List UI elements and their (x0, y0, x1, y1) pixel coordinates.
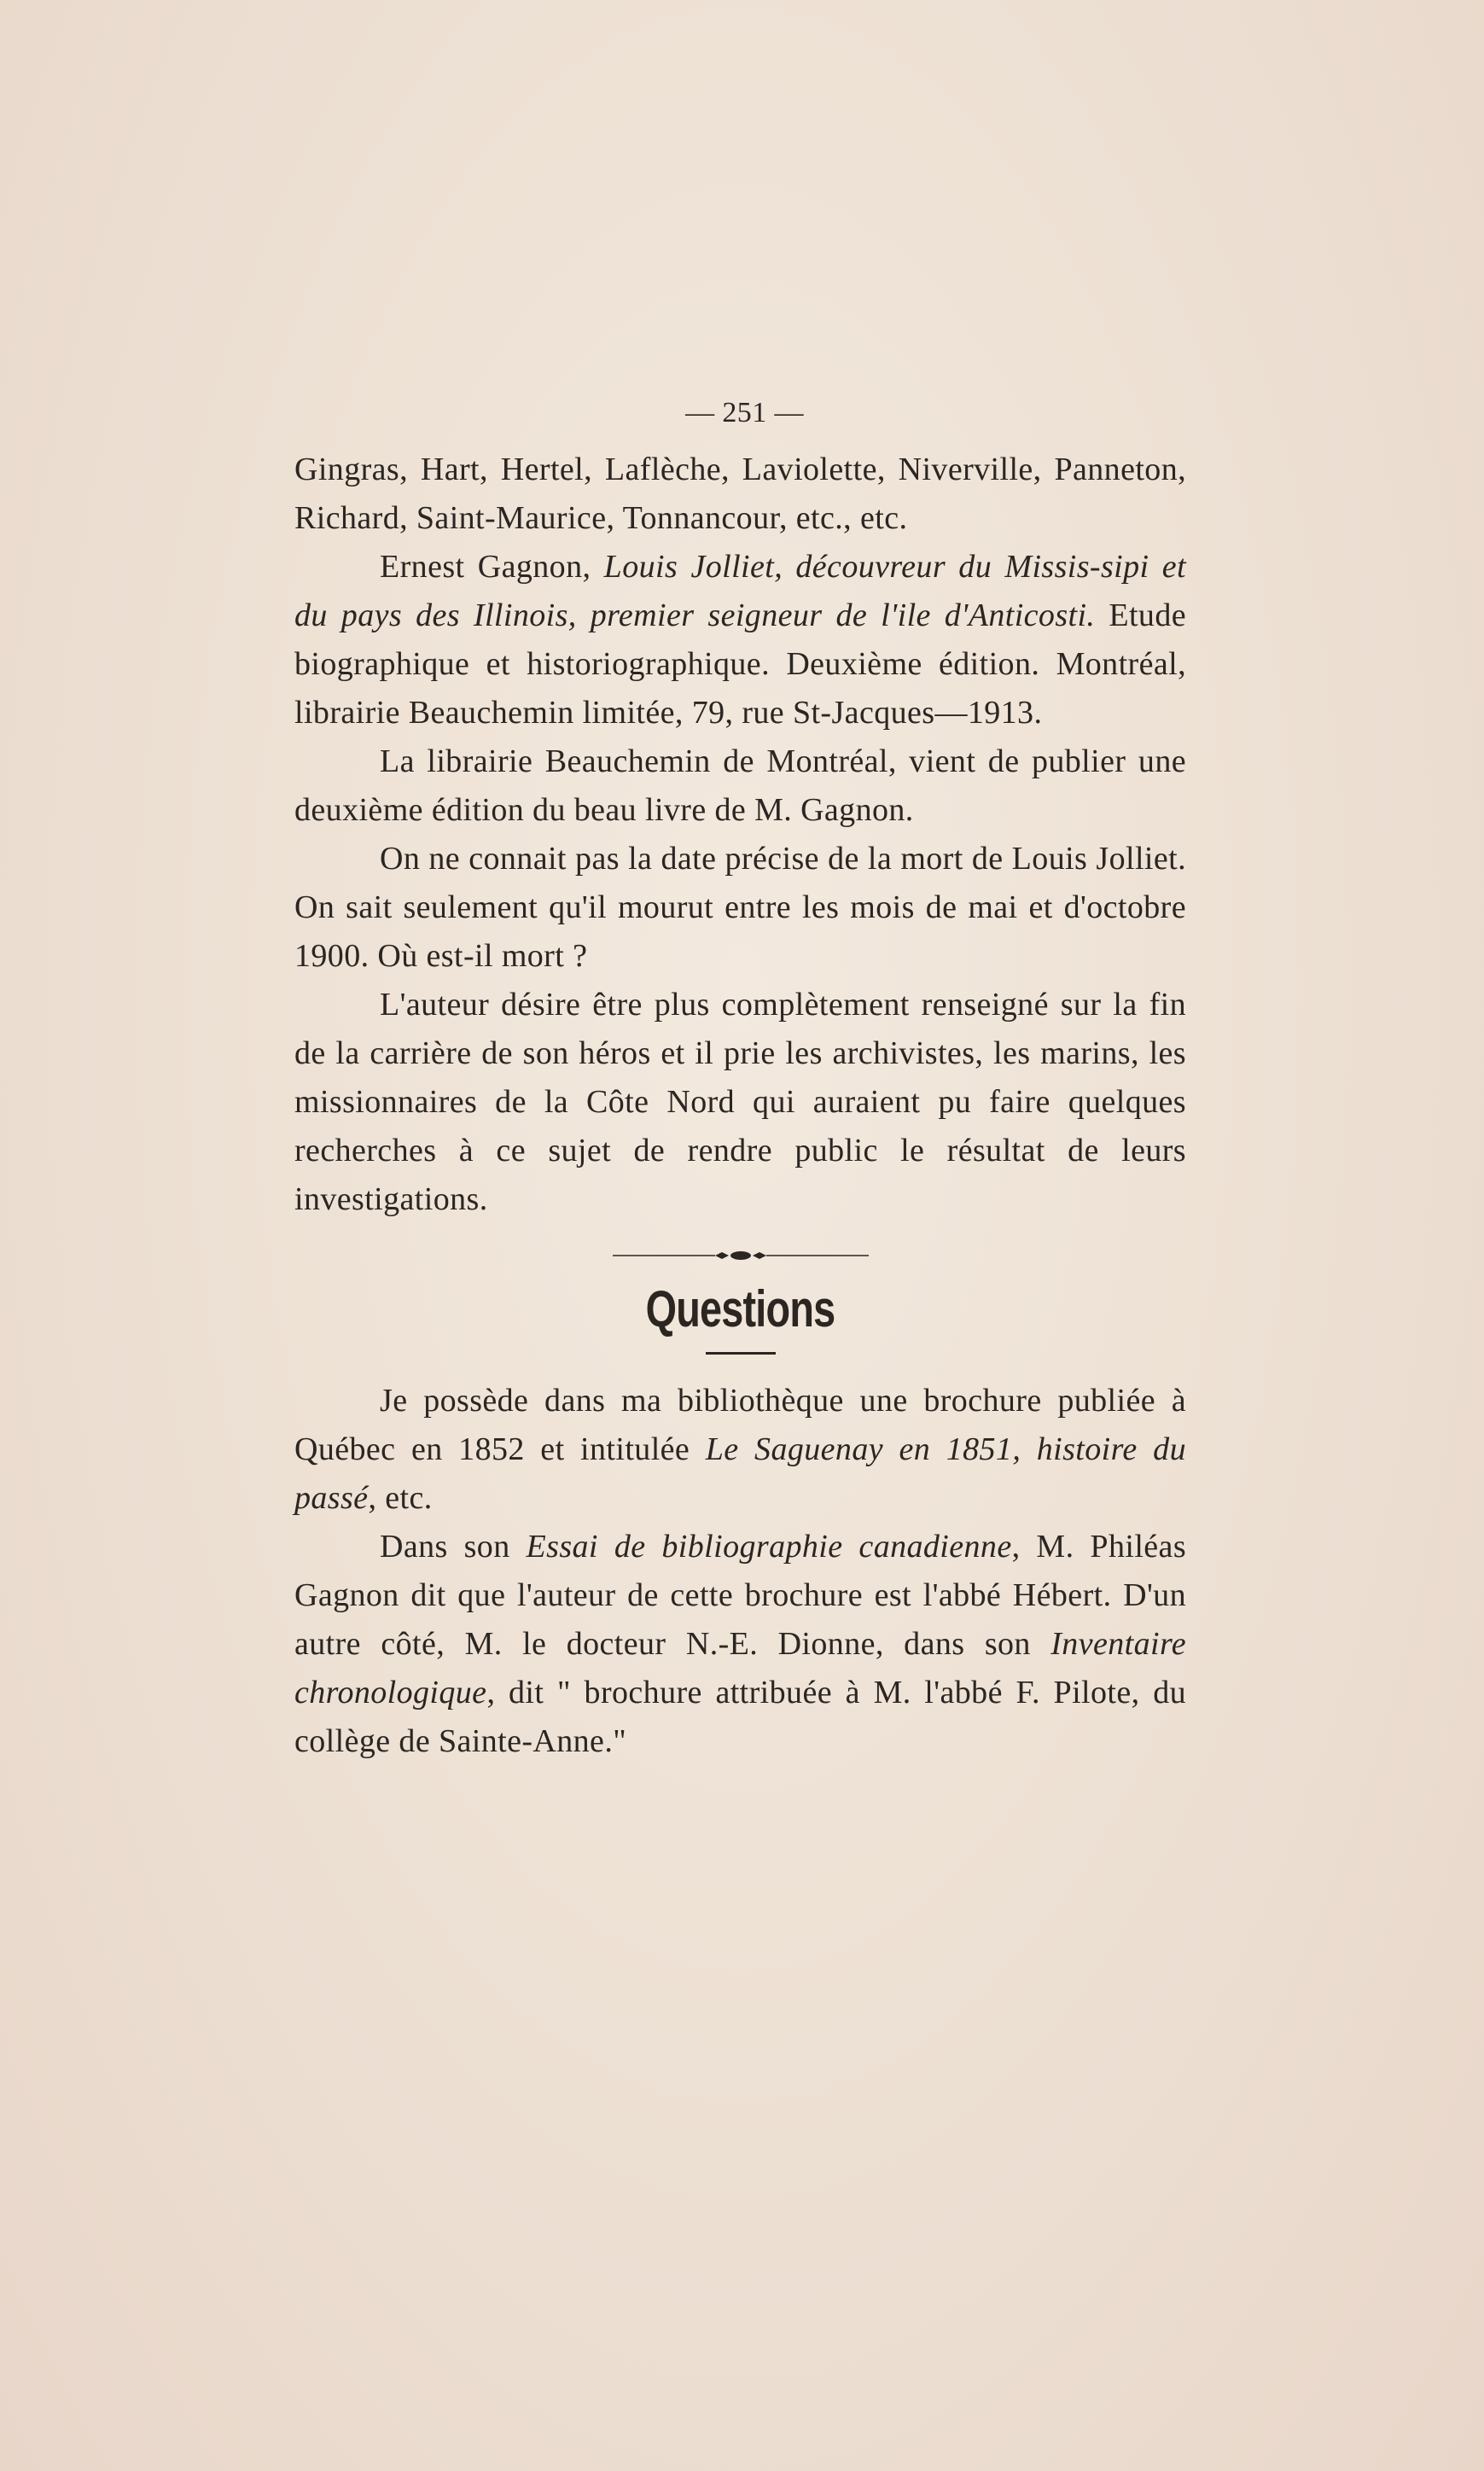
paragraph-brochure (294, 1377, 1186, 1523)
text-run: Gingras, Hart, Hertel, Laflèche, Laviolette, Niverville, Panneton, Richard, Saint-Maurice, Tonnancour, etc., etc. (294, 452, 1186, 536)
page-number: — 251 — (685, 397, 804, 428)
text-run: , etc. (368, 1480, 433, 1516)
paragraph-author-request (294, 981, 1186, 1224)
text-run: On ne connait pas la date précise de la mort de Louis Jolliet. On sait seulement qu'il mourut entre les mois de mai et d'octobre 1900. Où est-il mort ? (294, 841, 1186, 974)
text-run: , M. Philéas Gagnon dit que l'auteur de cette brochure est l'abbé Hébert. D'un autre côté, M. le docteur N.-E. Dionne, dans son (294, 1529, 1187, 1662)
paragraph-date-of-death (294, 835, 1186, 981)
book-title: Louis Jolliet, découvreur du Missis-sipi et du pays des Illinois, premier seigneur de l'ile d'Anticosti. (294, 549, 1187, 633)
section-title: Questions (645, 1280, 835, 1337)
text-run: La librairie Beauchemin de Montréal, vient de publier une deuxième édition du beau livre de M. Gagnon. (294, 743, 1186, 828)
text-run: Je possède dans ma bibliothèque une brochure publiée à Québec en 1852 et intitulée (294, 1383, 1186, 1467)
brochure-title: Le Saguenay en 1851, histoire du passé (294, 1431, 1186, 1516)
inventory-title: Inventaire chronologique (294, 1626, 1186, 1710)
ornament-rule-icon (613, 1247, 869, 1264)
title-underline (706, 1352, 776, 1355)
text-run: Etude biographique et historiographique. Deuxième édition. Montréal, librairie Beauchemin limitée, 79, rue St-Jacques—1913. (294, 597, 1186, 731)
paragraph-new-edition (294, 737, 1186, 835)
paragraph-attribution (294, 1523, 1186, 1766)
text-run: Dans son (380, 1529, 527, 1565)
text-run: L'auteur désire être plus complètement renseigné sur la fin de la carrière de son héros et il prie les archivistes, les marins, les missionnaires de la Côte Nord qui auraient pu faire quelques recherches à ce sujet de rendre public le résultat de leurs investigations. (294, 987, 1186, 1217)
essay-title: Essai de bibliographie canadienne (526, 1529, 1012, 1565)
text-run: , dit " brochure attribuée à M. l'abbé F. Pilote, du collège de Sainte-Anne." (294, 1675, 1186, 1759)
ornamental-divider (294, 1243, 1186, 1268)
text-run: Ernest Gagnon, (380, 549, 604, 585)
text-column (294, 388, 1186, 1766)
paragraph-book-citation (294, 543, 1186, 737)
paragraph-names-list (294, 446, 1186, 543)
